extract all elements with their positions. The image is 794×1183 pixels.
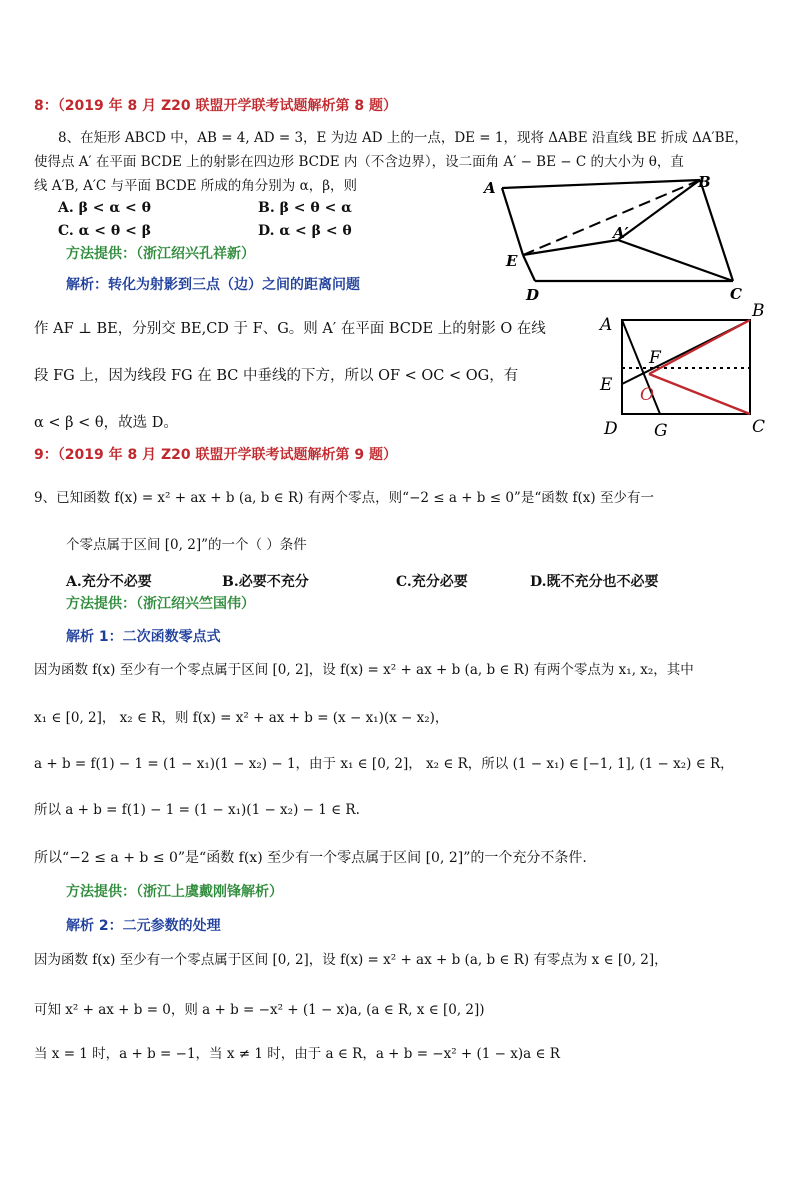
- fig2-label-g: G: [654, 421, 668, 441]
- q8-option-d: D. α < β < θ: [258, 223, 352, 239]
- q9-option-d: D.既不充分也不必要: [530, 574, 659, 590]
- fig2-label-a: A: [600, 315, 613, 335]
- fig2-label-f: F: [649, 348, 661, 368]
- fig1-label-aprime: A′: [613, 224, 629, 242]
- fig2-label-c: C: [752, 417, 766, 437]
- fig1-label-b: B: [698, 173, 711, 191]
- q8-option-c: C. α < θ < β: [58, 223, 152, 239]
- q8-option-a: A. β < α < θ: [58, 200, 151, 216]
- q9-option-b: B.必要不充分: [222, 574, 309, 590]
- q9-method1: 方法提供：（浙江绍兴竺国伟）: [66, 596, 255, 612]
- q8-sol-line1: 作 AF ⊥ BE，分别交 BE,CD 于 F、G。则 A′ 在平面 BCDE 上的射影 O 在线: [34, 321, 546, 337]
- q9-s1-line5: 所以“−2 ≤ a + b ≤ 0”是“函数 f(x) 至少有一个零点属于区间 [0, 2]”的一个充分不条件.: [34, 850, 587, 866]
- fig1-label-e: E: [506, 252, 518, 270]
- q9-option-a: A.充分不必要: [66, 574, 152, 590]
- q8-sol-line2: 段 FG 上，因为线段 FG 在 BC 中垂线的下方，所以 OF < OC < OG，有: [34, 368, 519, 384]
- q9-s1-line4: 所以 a + b = f(1) − 1 = (1 − x₁)(1 − x₂) − 1 ∈ R.: [34, 802, 360, 818]
- q8-sol-line3: α < β < θ，故选 D。: [34, 415, 178, 431]
- fig2-label-d: D: [604, 419, 618, 439]
- fig2-label-o: O: [640, 385, 654, 405]
- q9-option-c: C.充分必要: [396, 574, 468, 590]
- q9-s1-line3: a + b = f(1) − 1 = (1 − x₁)(1 − x₂) − 1，由于 x₁ ∈ [0, 2]， x₂ ∈ R，所以 (1 − x₁) ∈ [−1, 1], (1 − x₂) ∈ R，: [34, 756, 734, 772]
- q9-analysis1: 解析 1：二次函数零点式: [66, 629, 221, 645]
- q9-s1-line1: 因为函数 f(x) 至少有一个零点属于区间 [0, 2]，设 f(x) = x² + ax + b (a, b ∈ R) 有两个零点为 x₁, x₂，其中: [34, 662, 694, 678]
- projection-figure: [594, 298, 774, 443]
- q8-option-b: B. β < θ < α: [258, 200, 352, 216]
- q8-stem-line1: 8、在矩形 ABCD 中，AB = 4, AD = 3，E 为边 AD 上的一点，DE = 1，现将 ΔABE 沿直线 BE 折成 ΔA′BE，: [58, 130, 748, 146]
- q9-stem-line2: 个零点属于区间 [0, 2]”的一个（ ）条件: [66, 537, 307, 553]
- q9-method2: 方法提供：（浙江上虞戴刚锋解析）: [66, 884, 283, 900]
- q9-s2-line1: 因为函数 f(x) 至少有一个零点属于区间 [0, 2]，设 f(x) = x² + ax + b (a, b ∈ R) 有零点为 x ∈ [0, 2]，: [34, 952, 668, 968]
- fig1-label-c: C: [730, 285, 742, 303]
- q9-header: 9：（2019 年 8 月 Z20 联盟开学联考试题解析第 9 题）: [34, 447, 397, 463]
- q8-stem-line3: 线 A′B, A′C 与平面 BCDE 所成的角分别为 α，β，则: [34, 178, 358, 194]
- q9-s2-line3: 当 x = 1 时，a + b = −1，当 x ≠ 1 时，由于 a ∈ R，a + b = −x² + (1 − x)a ∈ R: [34, 1046, 560, 1062]
- q9-analysis2: 解析 2：二元参数的处理: [66, 918, 221, 934]
- fig1-label-a: A: [484, 179, 496, 197]
- fig2-label-e: E: [600, 375, 613, 395]
- q8-analysis: 解析：转化为射影到三点（边）之间的距离问题: [66, 277, 360, 293]
- q9-stem-line1: 9、已知函数 f(x) = x² + ax + b (a, b ∈ R) 有两个零点，则“−2 ≤ a + b ≤ 0”是“函数 f(x) 至少有一: [34, 490, 654, 506]
- q8-header: 8：（2019 年 8 月 Z20 联盟开学联考试题解析第 8 题）: [34, 98, 397, 114]
- fig2-label-b: B: [752, 301, 765, 321]
- q9-s1-line2: x₁ ∈ [0, 2]， x₂ ∈ R，则 f(x) = x² + ax + b = (x − x₁)(x − x₂)，: [34, 710, 449, 726]
- fig1-label-d: D: [526, 286, 540, 304]
- q9-s2-line2: 可知 x² + ax + b = 0，则 a + b = −x² + (1 − x)a, (a ∈ R, x ∈ [0, 2]): [34, 1002, 485, 1018]
- q8-method: 方法提供：（浙江绍兴孔祥新）: [66, 246, 255, 262]
- q8-stem-line2: 使得点 A′ 在平面 BCDE 上的射影在四边形 BCDE 内（不含边界），设二面角 A′ − BE − C 的大小为 θ，直: [34, 154, 684, 170]
- fold-figure: [478, 172, 768, 304]
